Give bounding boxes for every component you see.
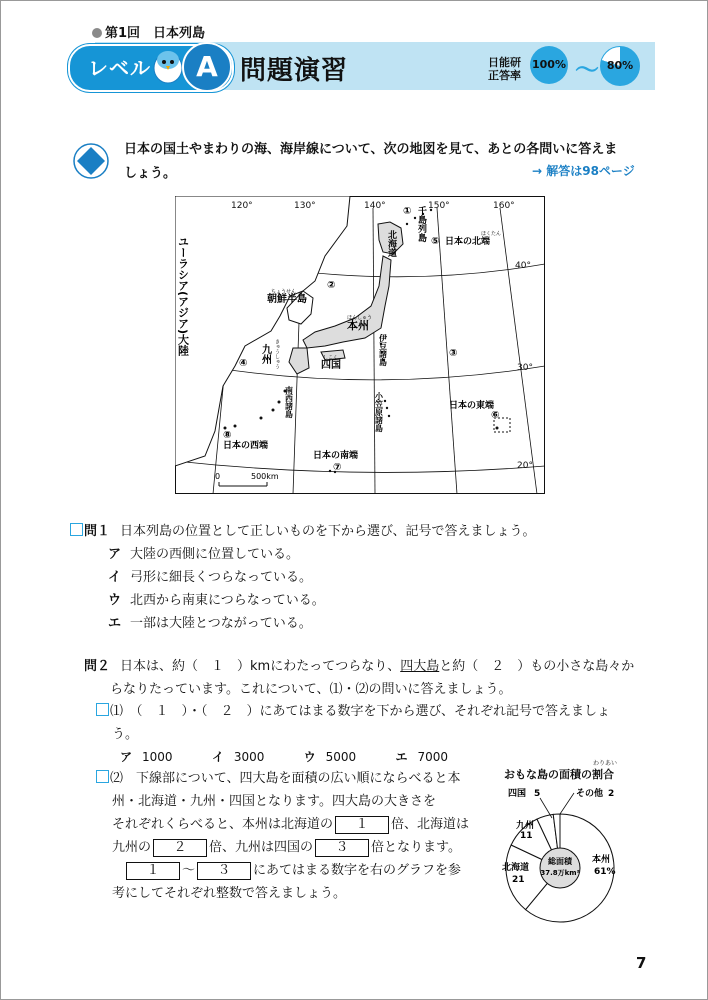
question-1: 問１ 日本列島の位置として正しいものを下から選び、記号で答えましょう。 ア 大陸の西側に位置している。 イ 弓形に細長くつらなっている。 ウ 北西から南東につらなっている。 エ 一部は大陸とつながっている。 <box>70 520 650 635</box>
option-d: エ 一部は大陸とつながっている。 <box>108 616 312 631</box>
north-end-ruby: ほくたん <box>481 231 502 237</box>
slice-value-shikoku: 5 <box>534 789 541 799</box>
intro-text: 日本の国土やまわりの海、海岸線について、次の地図を見て、あとの各問いに答えま しょう。 <box>124 142 618 181</box>
honshu-label: 本州 <box>347 319 369 332</box>
answer-reference-link[interactable]: → 解答は98ページ <box>532 164 635 178</box>
answer-box-range-start: １ <box>126 862 180 880</box>
chart-title-ruby: わりあい <box>593 760 618 767</box>
lat-20: 20° <box>517 461 533 471</box>
lat-40: 40° <box>515 261 531 271</box>
page-number: 7 <box>636 954 647 972</box>
hokkaido-label: 北海道 <box>386 230 396 257</box>
mark-4: ④ <box>239 358 248 369</box>
answer-box-3[interactable]: ３ <box>315 839 369 857</box>
east-end-label: 日本の東端 <box>449 401 495 411</box>
lon-150: 150° <box>428 201 450 211</box>
chapter-label: 第1回 日本列島 <box>92 22 205 41</box>
lon-160: 160° <box>493 201 515 211</box>
slice-label-hokkaido: 北海道 <box>502 863 530 873</box>
chishima-label: 千島列島 <box>416 206 426 242</box>
scale-500: 500km <box>251 472 279 481</box>
slice-label-shikoku: 四国 <box>508 789 527 799</box>
lat-30: 30° <box>517 363 533 373</box>
sub1-choices: ア 1000 イ 3000 ウ 5000 エ 7000 <box>120 750 449 764</box>
question-2-sub1: ⑴ （ １ ）・（ ２ ）にあてはまる数字を下から選び、それぞれ記号で答えましょ う。 ア 1000 イ 3000 ウ 5000 エ 7000 <box>96 700 652 769</box>
question-2: 問２ 日本は、約（ １ ）kmにわたってつらなり、四大島と約（ ２ ）もの小さな島々か らなりたっています。これについて、⑴・⑵の問いに答えましょう。 <box>84 659 635 697</box>
rate-label: 日能研 正答率 <box>488 56 521 82</box>
rate-tilde: 〜 <box>575 56 599 84</box>
slice-value-kyushu: 11 <box>520 831 533 841</box>
rate-low-badge: 80% <box>600 46 640 86</box>
mark-3: ③ <box>449 348 458 359</box>
mark-7: ⑦ <box>333 462 342 473</box>
scale-0: 0 <box>215 472 221 481</box>
mark-1: ① <box>403 206 412 217</box>
sub2-checkbox[interactable] <box>96 770 109 783</box>
slice-value-honshu: 61% <box>594 867 616 877</box>
question-1-checkbox[interactable] <box>70 523 83 536</box>
sub1-checkbox[interactable] <box>96 703 109 716</box>
answer-box-range-end: ３ <box>197 862 251 880</box>
shikoku-label: 四国 <box>321 360 341 371</box>
korea-label: 朝鮮半島 <box>267 294 307 305</box>
nansei-label: 南西諸島 <box>284 386 294 418</box>
level-badge: A <box>182 42 232 92</box>
level-label: レベル <box>88 56 151 80</box>
shikoku-ruby: しこく <box>323 355 339 361</box>
question-1-options <box>70 543 650 635</box>
south-end-label: 日本の南端 <box>313 451 359 461</box>
answer-box-2[interactable]: ２ <box>153 839 207 857</box>
center-label-1: 総面積 <box>548 857 572 866</box>
kyushu-ruby: きゅうしゅう <box>274 339 280 369</box>
mark-2: ② <box>327 280 336 291</box>
slice-label-other: その他 <box>576 789 604 799</box>
kyushu-label: 九州 <box>259 344 271 364</box>
mark-5: ⑤ <box>431 236 440 247</box>
rate-high-badge: 100% <box>530 46 568 84</box>
option-c: ウ 北西から南東につらなっている。 <box>108 593 325 608</box>
question-2-sub2: ⑵ 下線部について、四大島を面積の広い順にならべると本 州・北海道・九州・四国となります。四大島の大きさを それぞれくらべると、本州は北海道の １ 倍、北海道は 九州の ２ 倍、九州は四国の ３ 倍となります。 １ ～ ３ にあてはまる数字を右のグラフを参 考にしてそれぞれ整数で答えましょう。 <box>96 767 496 905</box>
area-pie-chart <box>498 780 648 940</box>
page-title: 問題演習 <box>240 56 349 86</box>
mark-8: ⑧ <box>223 430 232 441</box>
korea-ruby: ちょうせん <box>271 289 297 295</box>
answer-box-1[interactable]: １ <box>335 816 389 834</box>
north-end-label: 日本の北端 <box>445 237 491 247</box>
slice-value-hokkaido: 21 <box>512 875 525 885</box>
bullet-icon <box>92 28 102 38</box>
diamond-icon <box>73 143 109 179</box>
izu-label: 伊豆諸島 <box>378 334 388 366</box>
ogasawara-label: 小笠原諸島 <box>374 392 384 432</box>
slice-label-kyushu: 九州 <box>516 821 535 831</box>
slice-value-other: 2 <box>608 789 615 799</box>
continent-label: ユーラシア(アジア)大陸 <box>176 236 190 357</box>
slice-label-honshu: 本州 <box>592 855 611 865</box>
lon-140: 140° <box>364 201 386 211</box>
japan-map <box>175 196 545 494</box>
mark-6: ⑥ <box>491 410 500 421</box>
honshu-ruby: ほんしゅう <box>347 315 373 321</box>
chart-title: おもな島の面積の割合 <box>504 768 614 781</box>
lon-130: 130° <box>294 201 316 211</box>
lon-120: 120° <box>231 201 253 211</box>
option-b: イ 弓形に細長くつらなっている。 <box>108 570 313 585</box>
west-end-label: 日本の西端 <box>223 441 269 451</box>
center-label-2: 37.8万km² <box>540 869 580 877</box>
option-a: ア 大陸の西側に位置している。 <box>108 547 300 562</box>
